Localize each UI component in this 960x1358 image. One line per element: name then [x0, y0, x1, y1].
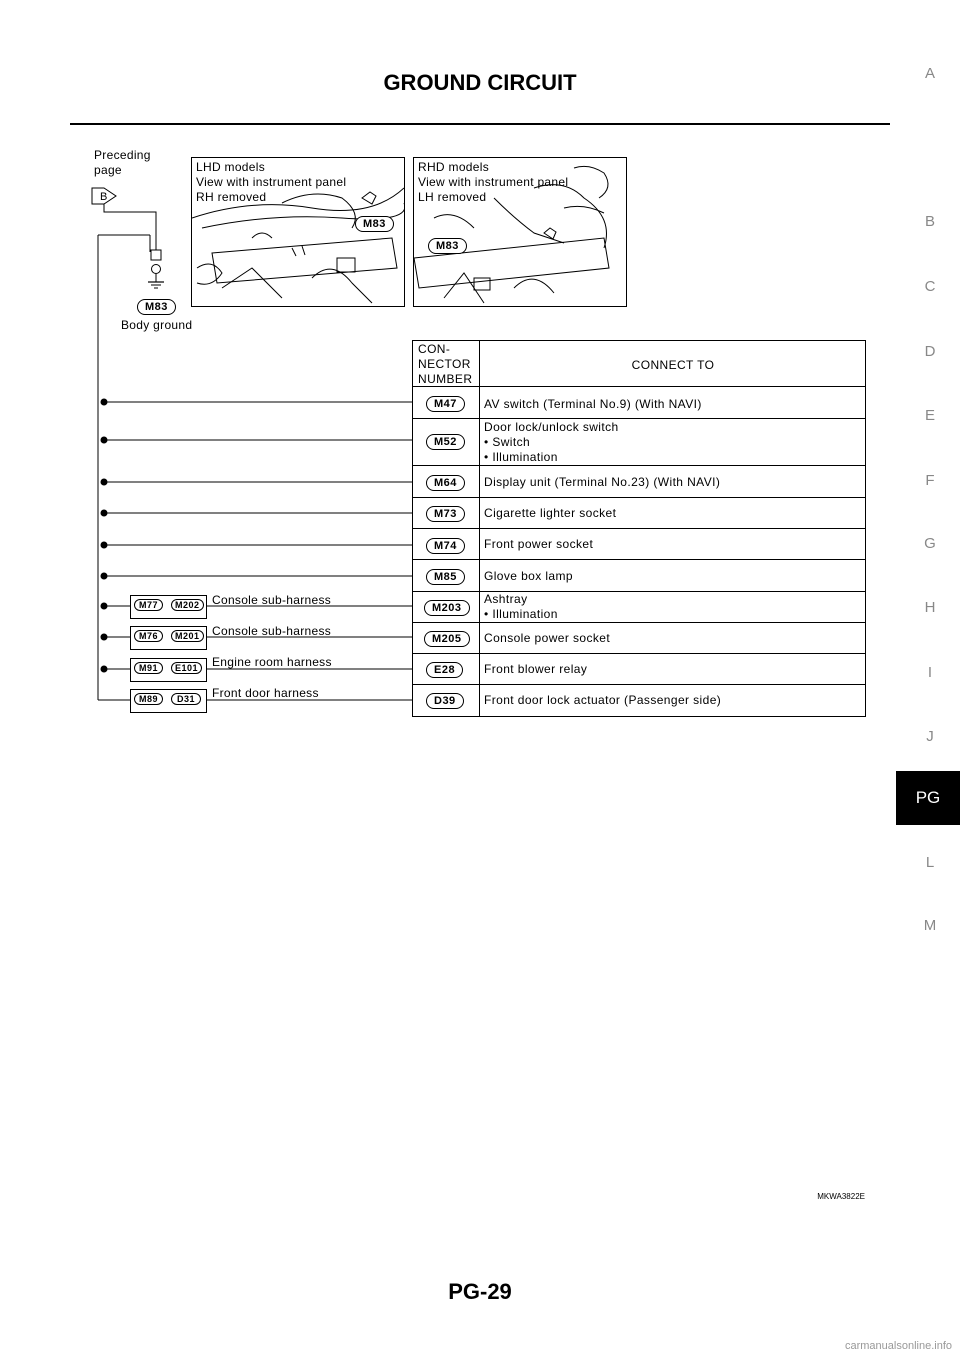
- table-row: [426, 691, 464, 709]
- table-row: [424, 629, 470, 647]
- connector-pill: M205: [424, 631, 470, 647]
- harness-label: Engine room harness: [212, 655, 332, 669]
- side-tab-j[interactable]: J: [926, 728, 934, 745]
- junction-dot: [101, 399, 107, 405]
- junction-connector-b: E101: [171, 662, 202, 674]
- side-tab-c[interactable]: C: [924, 278, 936, 295]
- connect-to-text: Glove box lamp: [484, 569, 573, 583]
- watermark: carmanualsonline.info: [844, 1340, 952, 1352]
- side-tab-l[interactable]: L: [925, 854, 935, 871]
- table-row: [426, 504, 465, 522]
- side-tab-b[interactable]: B: [924, 213, 935, 230]
- table-row: [426, 394, 465, 412]
- header-connector-line1: CON-: [418, 342, 451, 356]
- connect-to-text: Front power socket: [484, 537, 594, 551]
- junction-connector-pair: [130, 595, 207, 619]
- table-row: [426, 660, 463, 678]
- ground-connector-label: [137, 297, 176, 315]
- table-row: [426, 473, 465, 491]
- connect-to-text: Display unit (Terminal No.23) (With NAVI): [484, 475, 721, 489]
- junction-dot: [101, 542, 107, 548]
- connect-to-line: • Illumination: [484, 607, 558, 621]
- table-row: [426, 432, 465, 450]
- connector-pill: E28: [426, 662, 463, 678]
- junction-connector-pair: [130, 689, 207, 713]
- preceding-page-line1: Preceding: [94, 148, 151, 162]
- table-row: [426, 536, 465, 554]
- lhd-line3: RH removed: [196, 190, 267, 204]
- ground-connector-symbol: [151, 250, 161, 260]
- junction-dot: [101, 634, 107, 640]
- connector-table: [412, 340, 866, 717]
- junction-dot: [101, 479, 107, 485]
- rhd-connector-pill: M83: [428, 238, 467, 254]
- connector-pill: M74: [426, 538, 465, 554]
- preceding-marker: B: [100, 191, 108, 203]
- body-ground-label: Body ground: [121, 318, 193, 332]
- header-connector-number: [418, 342, 472, 387]
- rhd-line1: RHD models: [418, 160, 490, 174]
- junction-dot: [101, 666, 107, 672]
- header-connect-to: CONNECT TO: [631, 358, 715, 372]
- harness-label: Console sub-harness: [212, 593, 332, 607]
- connect-to-text: [484, 420, 619, 465]
- junction-connector-a: M76: [134, 630, 163, 642]
- side-tab-e[interactable]: E: [924, 407, 935, 424]
- connect-to-line: • Switch: [484, 435, 531, 449]
- connector-pill: M85: [426, 569, 465, 585]
- table-row: [426, 567, 465, 585]
- junction-connector-a: M89: [134, 693, 163, 705]
- side-tab-i[interactable]: I: [927, 664, 933, 681]
- lhd-line2: View with instrument panel: [196, 175, 347, 189]
- preceding-page-line2: page: [94, 163, 122, 177]
- junction-connector-pair: [130, 658, 207, 682]
- side-tab-a[interactable]: A: [924, 65, 935, 82]
- harness-label: Front door harness: [212, 686, 319, 700]
- connect-to-text: Front door lock actuator (Passenger side): [484, 693, 722, 707]
- connect-to-text: [484, 592, 558, 622]
- junction-connector-a: M91: [134, 662, 163, 674]
- lhd-view-panel: [191, 157, 405, 307]
- ground-eyelet: [152, 265, 161, 274]
- side-tab-d[interactable]: D: [924, 343, 936, 360]
- header-connector-line3: NUMBER: [418, 372, 473, 386]
- side-tab-g[interactable]: G: [924, 535, 936, 552]
- connect-to-text: Front blower relay: [484, 662, 588, 676]
- page-number: PG-29: [448, 1279, 512, 1304]
- rhd-view-panel: [413, 157, 627, 307]
- junction-connector-pair: [130, 626, 207, 650]
- connector-pill: M83: [137, 299, 176, 315]
- junction-connector-b: M201: [171, 630, 204, 642]
- harness-label: Console sub-harness: [212, 624, 332, 638]
- figure-code: MKWA3822E: [817, 1192, 865, 1201]
- rhd-line2: View with instrument panel: [418, 175, 569, 189]
- side-tab-m[interactable]: M: [923, 917, 937, 934]
- preceding-page-label: [94, 148, 151, 178]
- connector-pill: M47: [426, 396, 465, 412]
- junction-dot: [101, 510, 107, 516]
- page-title: GROUND CIRCUIT: [383, 70, 577, 95]
- side-tab-f[interactable]: F: [925, 472, 935, 489]
- junction-connector-b: M202: [171, 599, 204, 611]
- connect-to-line: Door lock/unlock switch: [484, 420, 619, 434]
- junction-connector-a: M77: [134, 599, 163, 611]
- side-tab-h[interactable]: H: [924, 599, 936, 616]
- header-connector-line2: NECTOR: [418, 357, 471, 371]
- connector-pill: D39: [426, 693, 464, 709]
- junction-dot: [101, 603, 107, 609]
- rhd-line3: LH removed: [418, 190, 487, 204]
- table-row: [424, 598, 470, 616]
- junction-dot: [101, 437, 107, 443]
- connect-to-text: AV switch (Terminal No.9) (With NAVI): [484, 397, 702, 411]
- connect-to-line: Ashtray: [484, 592, 528, 606]
- connector-pill: M203: [424, 600, 470, 616]
- connector-pill: M64: [426, 475, 465, 491]
- junction-connector-b: D31: [171, 693, 201, 705]
- connect-to-line: • Illumination: [484, 450, 558, 464]
- connect-to-text: Cigarette lighter socket: [484, 506, 617, 520]
- side-tab-pg[interactable]: PG: [896, 771, 960, 825]
- junction-dot: [101, 573, 107, 579]
- connector-pill: M52: [426, 434, 465, 450]
- connector-pill: M73: [426, 506, 465, 522]
- lhd-line1: LHD models: [196, 160, 266, 174]
- connect-to-text: Console power socket: [484, 631, 611, 645]
- lhd-connector-pill: M83: [355, 216, 394, 232]
